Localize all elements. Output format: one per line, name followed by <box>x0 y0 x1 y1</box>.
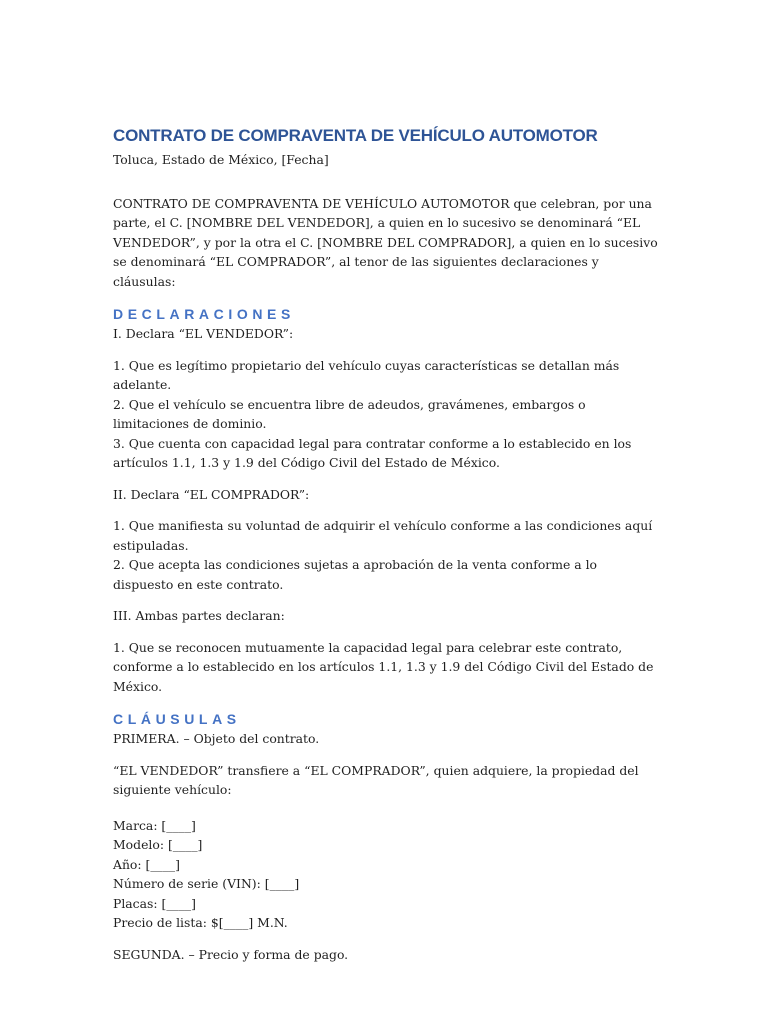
field-anio: Año: [____] <box>113 856 180 872</box>
vendedor-item-1: 1. Que es legítimo propietario del vehículo cuyas características se detallan más adelante. <box>113 357 620 392</box>
vehicle-fields-list <box>113 816 658 933</box>
intro-paragraph: CONTRATO DE COMPRAVENTA DE VEHÍCULO AUTOMOTOR que celebran, por una parte, el C. [NOMBRE DEL VENDEDOR], a quien en lo sucesivo se denominará “EL VENDEDOR”, y por la otra el C. [NOMBRE DEL COMPRADOR], a quien en lo sucesivo se denominará “EL COMPRADOR”, al tenor de las siguientes declaraciones y cláusulas: <box>113 195 658 289</box>
place-date: Toluca, Estado de México, [Fecha] <box>113 152 329 167</box>
document-page <box>113 124 658 964</box>
vendedor-declaration-heading: I. Declara “EL VENDEDOR”: <box>113 326 294 341</box>
field-vin: Número de serie (VIN): [____] <box>113 876 300 891</box>
field-precio: Precio de lista: $[____] M.N. <box>113 915 288 930</box>
comprador-item-1: 1. Que manifiesta su voluntad de adquirir el vehículo conforme a las condiciones aquí estipuladas. <box>113 518 653 553</box>
document-title: CONTRATO DE COMPRAVENTA DE VEHÍCULO AUTOMOTOR <box>113 126 598 145</box>
field-placas: Placas: [____] <box>113 895 196 911</box>
vendedor-item-2: 2. Que el vehículo se encuentra libre de adeudos, gravámenes, embargos o limitaciones de dominio. <box>113 396 586 431</box>
vendedor-item-3: 3. Que cuenta con capacidad legal para contratar conforme a lo establecido en los artículos 1.1, 1.3 y 1.9 del Código Civil del Estado de México. <box>113 435 632 470</box>
ambas-item-1: 1. Que se reconocen mutuamente la capacidad legal para celebrar este contrato, conforme a lo establecido en los artículos 1.1, 1.3 y 1.9 del Código Civil del Estado de México. <box>113 639 654 694</box>
declaraciones-heading: DECLARACIONES <box>113 306 295 322</box>
primera-clause-heading: PRIMERA. – Objeto del contrato. <box>113 731 320 746</box>
primera-clause-text: “EL VENDEDOR” transfiere a “EL COMPRADOR”, quien adquiere, la propiedad del siguiente vehículo: <box>113 762 639 797</box>
field-modelo: Modelo: [____] <box>113 837 203 852</box>
comprador-item-2: 2. Que acepta las condiciones sujetas a aprobación de la venta conforme a lo dispuesto en este contrato. <box>113 557 597 592</box>
comprador-declaration-heading: II. Declara “EL COMPRADOR”: <box>113 486 310 502</box>
segunda-clause-heading: SEGUNDA. – Precio y forma de pago. <box>113 946 349 962</box>
clausulas-heading: CLÁUSULAS <box>113 711 241 727</box>
field-marca: Marca: [____] <box>113 817 196 833</box>
ambas-declaration-heading: III. Ambas partes declaran: <box>113 608 285 623</box>
